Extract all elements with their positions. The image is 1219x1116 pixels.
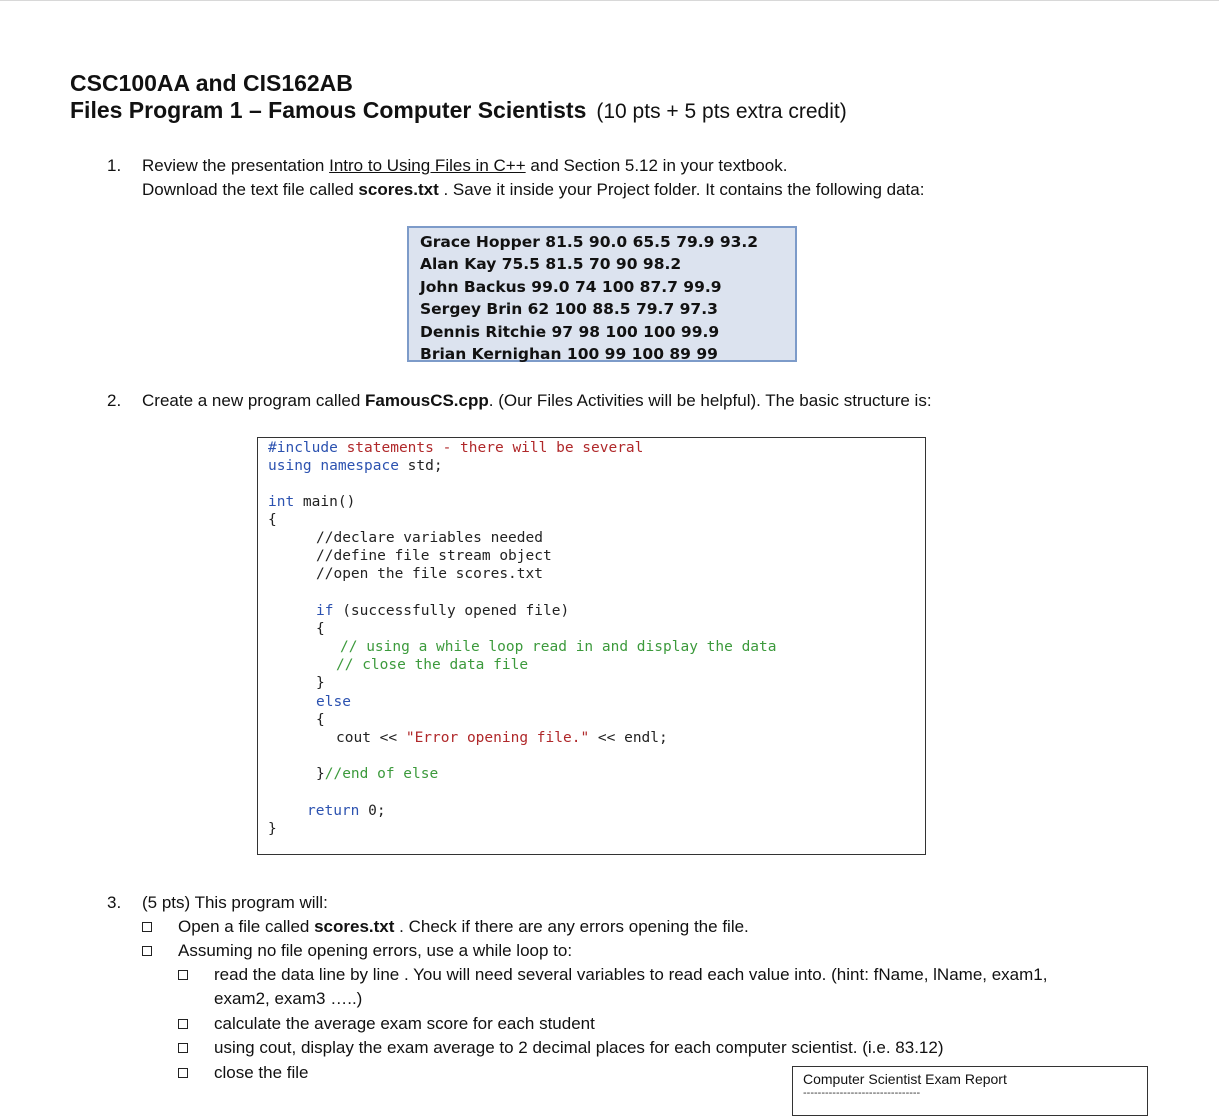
- code-cout-line: [336, 730, 668, 746]
- code-return-line: [307, 803, 386, 819]
- code-comment-while: // using a while loop read in and display the data: [340, 639, 777, 655]
- code-error-string: "Error opening file.": [405, 730, 590, 746]
- code-cout-end: << endl;: [589, 730, 668, 746]
- code-main-text: main(): [294, 494, 356, 510]
- code-using-text: std;: [398, 458, 443, 474]
- code-main-line: [268, 494, 355, 510]
- data-line: Alan Kay 75.5 81.5 70 90 98.2: [420, 255, 682, 274]
- checkbox-icon[interactable]: [178, 970, 188, 980]
- data-line: Grace Hopper 81.5 90.0 65.5 79.9 93.2: [420, 233, 759, 251]
- code-comment-close: // close the data file: [336, 657, 529, 673]
- checkbox-icon[interactable]: [178, 1019, 188, 1029]
- data-line: Brian Kernighan 100 99 100 89 99: [420, 345, 718, 364]
- step-3-number: 3.: [107, 893, 122, 912]
- step-3-item-2: Assuming no file opening errors, use a while loop to:: [178, 941, 573, 960]
- step-3-sub-3: using cout, display the exam average to 2 decimal places for each computer scientist. (i.e. 83.12): [214, 1038, 944, 1057]
- step-2-line: [142, 391, 932, 411]
- page-top-border: [0, 0, 1219, 1]
- step-2-text-end: . (Our Files Activities will be helpful). The basic structure is:: [488, 391, 932, 410]
- code-else-close-line: [316, 766, 438, 782]
- code-if-close-brace: }: [316, 675, 325, 691]
- data-line: Dennis Ritchie 97 98 100 100 99.9: [420, 322, 720, 341]
- code-comment-open: //open the file scores.txt: [316, 566, 543, 582]
- code-else-line: else: [316, 694, 351, 710]
- scores-file-name: scores.txt: [358, 180, 439, 199]
- code-include-text: statements - there will be several: [337, 440, 644, 456]
- data-line: Sergey Brin 62 100 88.5 79.7 97.3: [420, 300, 718, 319]
- step-2-text: Create a new program called: [142, 391, 366, 410]
- code-else-close-brace: }: [316, 766, 325, 782]
- checkbox-icon[interactable]: [178, 1068, 188, 1078]
- course-title: CSC100AA and CIS162AB: [70, 70, 353, 96]
- code-using-line: [268, 458, 443, 474]
- step-1-line-1: [142, 156, 787, 176]
- code-include-line: [268, 440, 643, 456]
- code-keyword: int: [268, 494, 295, 510]
- step-1-text-end: and Section 5.12 in your textbook.: [525, 156, 788, 175]
- step-3-sub-4: close the file: [214, 1063, 309, 1082]
- code-close-brace: }: [268, 821, 277, 837]
- code-return-text: 0;: [359, 803, 386, 819]
- code-else-open-brace: {: [316, 712, 325, 728]
- report-divider: --------------------------------: [803, 1087, 921, 1099]
- code-keyword: return: [307, 803, 360, 819]
- scores-data-box: [407, 226, 797, 362]
- step-1-download-text-end: . Save it inside your Project folder. It contains the following data:: [438, 180, 925, 199]
- step-3-sub-1-line-1: read the data line by line . You will need several variables to read each value into. (hint: fName, lName, exam1,: [214, 965, 1048, 984]
- step-3-sub-1-line-2: exam2, exam3 …..): [214, 989, 363, 1008]
- item-1-text: Open a file called: [178, 917, 315, 936]
- report-title: Computer Scientist Exam Report: [803, 1071, 1007, 1087]
- presentation-link[interactable]: Intro to Using Files in C++: [329, 156, 526, 175]
- code-comment-declare: //declare variables needed: [316, 530, 543, 546]
- step-3-item-1: [178, 917, 749, 937]
- step-1-line-2: [142, 180, 924, 200]
- assignment-title: [70, 97, 847, 124]
- assignment-points: (10 pts + 5 pts extra credit): [596, 100, 847, 123]
- item-1-text-end: . Check if there are any errors opening the file.: [394, 917, 749, 936]
- checkbox-icon[interactable]: [142, 922, 152, 932]
- code-if-open-brace: {: [316, 621, 325, 637]
- code-open-brace: {: [268, 512, 277, 528]
- checkbox-icon[interactable]: [142, 946, 152, 956]
- code-if-line: [316, 603, 569, 619]
- item-1-file-name: scores.txt: [314, 917, 395, 936]
- checkbox-icon[interactable]: [178, 1043, 188, 1053]
- code-keyword: #include: [268, 440, 338, 456]
- code-structure-box: [257, 437, 926, 855]
- code-cout-text: cout <<: [336, 730, 406, 746]
- report-output-box: [792, 1066, 1148, 1116]
- program-file-name: FamousCS.cpp: [365, 391, 489, 410]
- code-keyword: using namespace: [268, 458, 399, 474]
- code-comment-define: //define file stream object: [316, 548, 552, 564]
- step-2-number: 2.: [107, 391, 122, 410]
- step-3-intro: (5 pts) This program will:: [142, 893, 328, 912]
- step-1-number: 1.: [107, 156, 122, 175]
- code-keyword: if: [316, 603, 334, 619]
- step-1-download-text: Download the text file called: [142, 180, 359, 199]
- step-1-text: Review the presentation: [142, 156, 330, 175]
- code-if-text: (successfully opened file): [333, 603, 570, 619]
- assignment-name: Files Program 1 – Famous Computer Scientists: [70, 97, 587, 123]
- step-3-sub-2: calculate the average exam score for each student: [214, 1014, 595, 1033]
- code-comment-end-else: //end of else: [324, 766, 439, 782]
- data-line: John Backus 99.0 74 100 87.7 99.9: [420, 277, 722, 296]
